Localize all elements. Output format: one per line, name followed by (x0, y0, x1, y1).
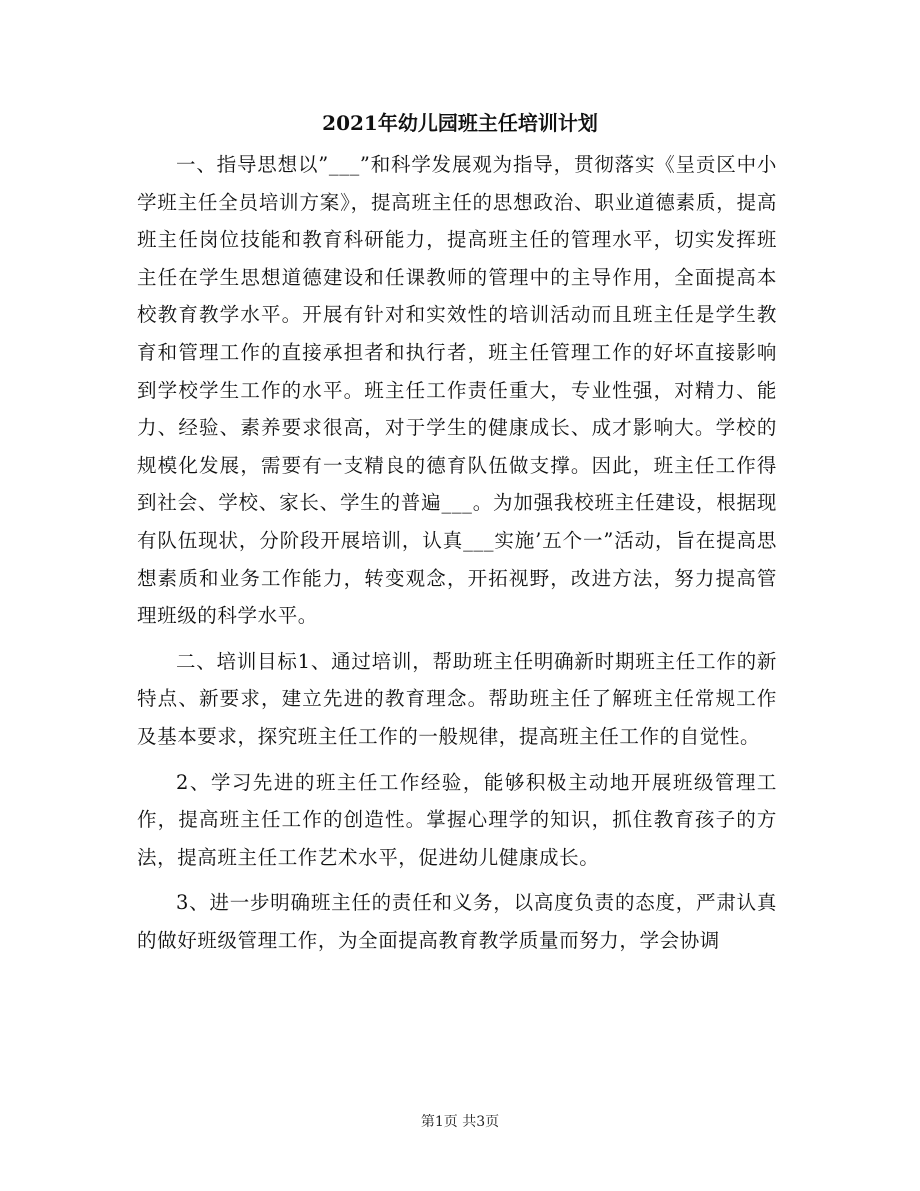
page-number-footer: 第1页 共3页 (420, 1114, 500, 1130)
paragraph-training-goal-1: 二、培训目标1、通过培训，帮助班主任明确新时期班主任工作的新特点、新要求，建立先进的教育理念。帮助班主任了解班主任常规工作及基本要求，探究班主任工作的一般规律，提高班主任工作的自觉性。 (137, 649, 777, 748)
paragraph-training-goal-2: 2、学习先进的班主任工作经验，能够积极主动地开展班级管理工作，提高班主任工作的创造性。掌握心理学的知识，抓住教育孩子的方法，提高班主任工作艺术水平，促进幼儿健康成长。 (137, 770, 777, 869)
paragraph-guiding-thought: 一、指导思想以”___”和科学发展观为指导，贯彻落实《呈贡区中小学班主任全员培训方案》，提高班主任的思想政治、职业道德素质，提高班主任岗位技能和教育科研能力，提高班主任的管理水平，切实发挥班主任在学生思想道德建设和任课教师的管理中的主导作用，全面提高本校教育教学水平。开展有针对和实效性的培训活动而且班主任是学生教育和管理工作的直接承担者和执行者，班主任管理工作的好坏直接影响到学校学生工作的水平。班主任工作责任重大，专业性强，对精力、能力、经验、素养要求很高，对于学生的健康成长、成才影响大。学校的规模化发展，需要有一支精良的德育队伍做支撑。因此，班主任工作得到社会、学校、家长、学生的普遍___。为加强我校班主任建设，根据现有队伍现状，分阶段开展培训，认真___实施’五个一”活动，旨在提高思想素质和业务工作能力，转变观念，开拓视野，改进方法，努力提高管理班级的科学水平。 (137, 153, 777, 628)
document-body (137, 146, 777, 959)
paragraph-training-goal-3: 3、进一步明确班主任的责任和义务，以高度负责的态度，严肃认真的做好班级管理工作，为全面提高教育教学质量而努力，学会协调 (137, 891, 777, 952)
document-title: 2021年幼儿园班主任培训计划 (322, 111, 598, 135)
